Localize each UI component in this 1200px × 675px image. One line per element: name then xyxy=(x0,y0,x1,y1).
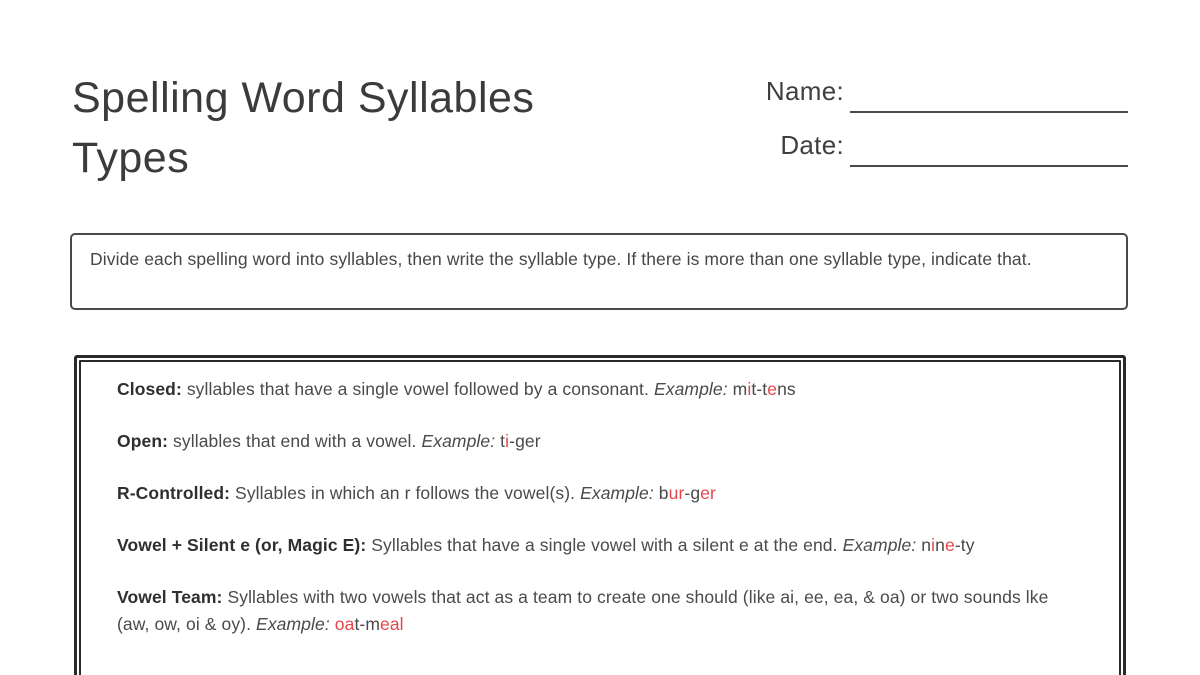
name-write-line xyxy=(850,79,1128,113)
example-label: Example: xyxy=(256,614,330,634)
highlighted-letters: eal xyxy=(380,614,404,634)
example-word xyxy=(335,614,404,634)
highlighted-letters: i xyxy=(747,379,752,399)
plain-letters: -ger xyxy=(509,431,541,451)
definition-term: Closed: xyxy=(117,379,182,399)
definitions-list xyxy=(79,360,1121,675)
example-word xyxy=(659,483,716,503)
example-label: Example: xyxy=(653,379,728,399)
definition-term: Open: xyxy=(117,431,169,451)
highlighted-letters: oa xyxy=(334,614,355,634)
example-label: Example: xyxy=(580,483,654,503)
plain-letters: b xyxy=(658,483,669,503)
definition-term: Vowel Team: xyxy=(117,587,223,607)
definition-item xyxy=(117,584,1085,638)
worksheet-title xyxy=(72,68,534,188)
definition-text: Syllables that have a single vowel with a silent e at the end. xyxy=(366,535,843,555)
example-label: Example: xyxy=(421,431,496,451)
worksheet-title-line-2: Types xyxy=(72,134,190,182)
example-word xyxy=(500,431,541,451)
definition-item xyxy=(117,480,1085,507)
name-label: Name: xyxy=(765,76,844,106)
plain-letters: t-t xyxy=(751,379,768,399)
plain-letters: n xyxy=(935,535,945,555)
plain-letters: t-m xyxy=(354,614,381,634)
definition-text: syllables that end with a vowel. xyxy=(168,431,422,451)
plain-letters: ns xyxy=(777,379,796,399)
name-field-row xyxy=(766,76,1128,113)
definitions-box xyxy=(74,355,1126,675)
highlighted-letters: er xyxy=(700,483,716,503)
date-field-row xyxy=(780,130,1128,167)
example-label: Example: xyxy=(842,535,917,555)
date-label: Date: xyxy=(780,130,844,160)
highlighted-letters: e xyxy=(767,379,778,399)
instructions-text: Divide each spelling word into syllables, then write the syllable type. If there is more than one syllable type, indicate that. xyxy=(90,249,1032,269)
definition-text: syllables that have a single vowel followed by a consonant. xyxy=(181,379,654,399)
definition-item xyxy=(117,428,1085,455)
definition-item xyxy=(117,376,1085,403)
plain-letters: t xyxy=(500,431,506,451)
plain-letters: -g xyxy=(684,483,701,503)
highlighted-letters: i xyxy=(931,535,936,555)
example-word xyxy=(733,379,796,399)
definition-term: Vowel + Silent e (or, Magic E): xyxy=(117,535,367,555)
definition-item xyxy=(117,532,1085,559)
plain-letters: m xyxy=(732,379,748,399)
highlighted-letters: ur xyxy=(668,483,685,503)
definition-text: Syllables in which an r follows the vowel(s). xyxy=(230,483,581,503)
highlighted-letters: i xyxy=(505,431,510,451)
plain-letters: -ty xyxy=(954,535,975,555)
plain-letters: n xyxy=(921,535,932,555)
definition-term: R-Controlled: xyxy=(117,483,231,503)
highlighted-letters: e xyxy=(944,535,955,555)
definition-text: Syllables with two vowels that act as a team to create one should (like ai, ee, ea, & oa) or two sounds lke (aw, ow, oi & oy). xyxy=(117,587,1049,634)
example-word xyxy=(921,535,974,555)
instructions-box xyxy=(70,233,1128,310)
date-write-line xyxy=(850,133,1128,167)
worksheet-title-line-1: Spelling Word Syllables xyxy=(72,74,535,122)
